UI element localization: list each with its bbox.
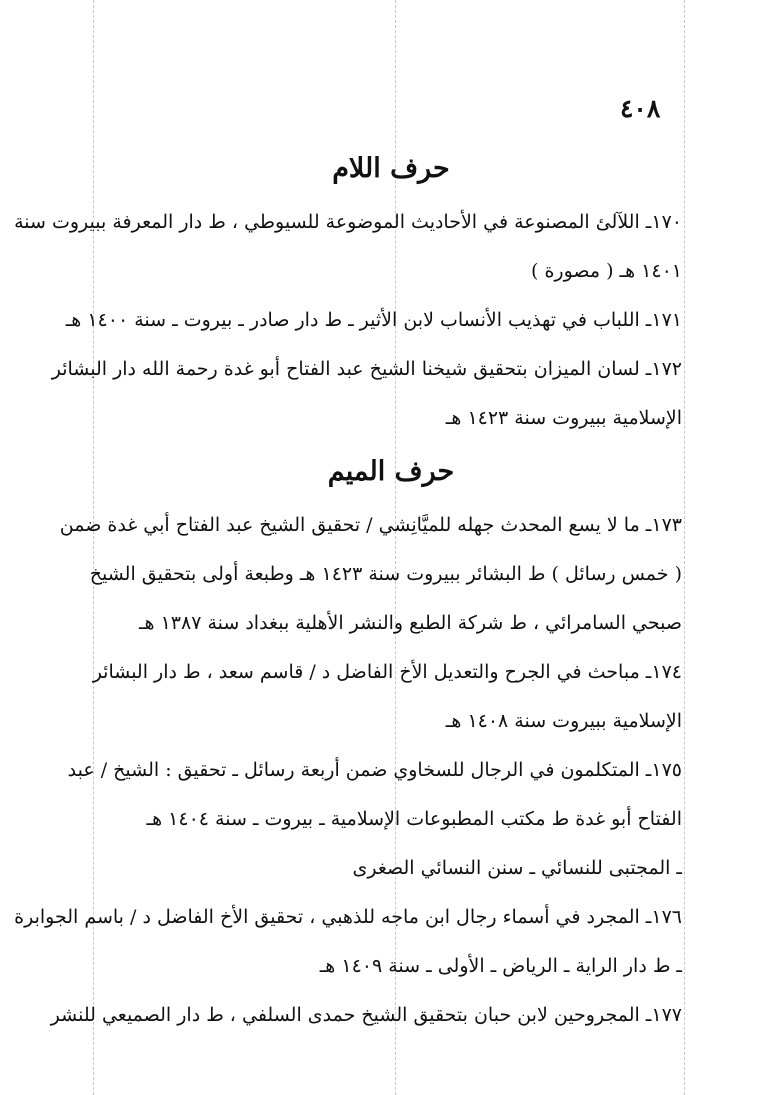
- entry-line: ١٤٠١ هـ ( مصورة ): [531, 260, 682, 282]
- entry-line: الإسلامية ببيروت سنة ١٤٠٨ هـ: [445, 710, 682, 732]
- entry-line: ١٧١ـ اللباب في تهذيب الأنساب لابن الأثير ـ ط دار صادر ـ بيروت ـ سنة ١٤٠٠ هـ: [65, 309, 682, 331]
- fold-line-right: [684, 0, 685, 1095]
- entry-line: الإسلامية ببيروت سنة ١٤٢٣ هـ: [445, 407, 682, 429]
- entry-line: صبحي السامرائي ، ط شركة الطبع والنشر الأهلية ببغداد سنة ١٣٨٧ هـ: [138, 612, 682, 634]
- page-content: [14, 140, 682, 1040]
- entry-line: ـ ط دار الراية ـ الرياض ـ الأولى ـ سنة ١٤٠٩ هـ: [319, 955, 682, 977]
- section-lam: [14, 140, 682, 443]
- entry-line: ١٧٧ـ المجروحين لابن حبان بتحقيق الشيخ حمدى السلفي ، ط دار الصميعي للنشر: [50, 1004, 682, 1026]
- entry-line: ١٧٦ـ المجرد في أسماء رجال ابن ماجه للذهبي ، تحقيق الأخ الفاضل د / باسم الجوابرة: [14, 906, 682, 928]
- entry-line: ١٧٠ـ اللآلئ المصنوعة في الأحاديث الموضوعة للسيوطي ، ط دار المعرفة ببيروت سنة: [14, 211, 682, 233]
- page-number: ٤٠٨: [620, 94, 661, 123]
- entry-line: ـ المجتبى للنسائي ـ سنن النسائي الصغرى: [352, 857, 682, 879]
- section-heading: حرف اللام: [332, 153, 450, 184]
- entry-line: ١٧٤ـ مباحث في الجرح والتعديل الأخ الفاضل د / قاسم سعد ، ط دار البشائر: [92, 661, 682, 683]
- entry-line: ١٧٣ـ ما لا يسع المحدث جهله للميَّانِشي / تحقيق الشيخ عبد الفتاح أبي غدة ضمن: [59, 514, 682, 536]
- entry-line: ١٧٢ـ لسان الميزان بتحقيق شيخنا الشيخ عبد الفتاح أبو غدة رحمة الله دار البشائر: [51, 358, 682, 380]
- section-heading: حرف الميم: [327, 456, 455, 487]
- section-meem: [14, 443, 682, 1040]
- entry-line: ١٧٥ـ المتكلمون في الرجال للسخاوي ضمن أربعة رسائل ـ تحقيق : الشيخ / عبد: [67, 759, 682, 781]
- entry-line: ( خمس رسائل ) ط البشائر ببيروت سنة ١٤٢٣ هـ وطبعة أولى بتحقيق الشيخ: [89, 563, 682, 585]
- entry-line: الفتاح أبو غدة ط مكتب المطبوعات الإسلامية ـ بيروت ـ سنة ١٤٠٤ هـ: [146, 808, 682, 830]
